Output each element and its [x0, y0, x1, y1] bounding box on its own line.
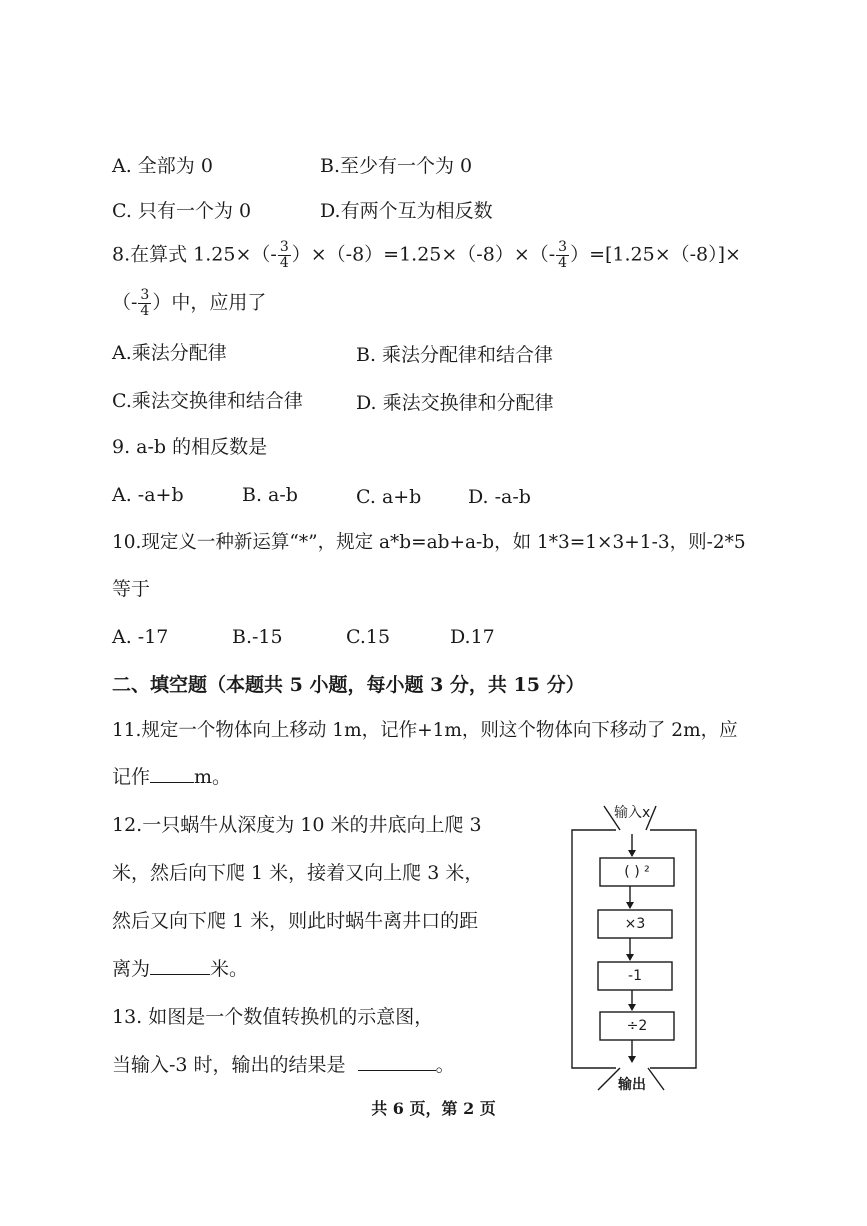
flowchart-output-label: 输出: [618, 1077, 646, 1093]
flowchart-step-square: ( ) ²: [624, 864, 650, 880]
q9-question: 9. a-b 的相反数是: [112, 436, 268, 458]
q9-option-b: B. a-b: [242, 484, 298, 506]
answer-blank: [150, 973, 210, 975]
q12-line3: 然后又向下爬 1 米，则此时蜗牛离井口的距: [112, 910, 479, 932]
number-converter-flowchart: [568, 798, 708, 1098]
q12-text-pre: 离为: [112, 958, 151, 980]
q8-line2: [112, 288, 266, 319]
fraction-numerator: 3: [558, 239, 568, 255]
q12-line1: 12.一只蜗牛从深度为 10 米的井底向上爬 3: [112, 814, 482, 836]
page-footer: 共 6 页，第 2 页: [371, 1099, 496, 1118]
q7-option-b: B.至少有一个为 0: [320, 155, 473, 177]
q8-text-part2: ）×（-8）=1.25×（-8）×（-: [291, 243, 556, 266]
q13-line2: [112, 1052, 455, 1078]
flowchart-input-label: 输入x: [614, 805, 651, 821]
q11-line2: [112, 764, 231, 790]
q8-text-part3: ）=[1.25×（-8）]×: [570, 243, 741, 266]
fraction-denominator: 4: [279, 255, 289, 271]
fraction-numerator: 3: [140, 287, 150, 303]
answer-blank: [150, 781, 194, 783]
q13-text-pre: 当输入-3 时，输出的结果是: [112, 1054, 346, 1076]
q7-option-a: A. 全部为 0: [112, 155, 213, 177]
q8-text-part4: （-: [112, 291, 138, 314]
q12-text-post: 米。: [210, 958, 249, 980]
section-heading: 二、填空题（本题共 5 小题，每小题 3 分，共 15 分）: [112, 674, 585, 696]
flowchart-graphic: [568, 798, 708, 1098]
q10-option-b: B.-15: [232, 626, 283, 648]
q12-line4: [112, 956, 248, 982]
q10-option-c: C.15: [346, 626, 391, 648]
q8-line1: [112, 240, 741, 271]
answer-blank: [358, 1069, 436, 1071]
q10-line1: 10.现定义一种新运算“*”，规定 a*b=ab+a-b，如 1*3=1×3+1-3，则-2*5: [112, 532, 746, 553]
q8-option-d: D. 乘法交换律和分配律: [356, 392, 554, 414]
q8-fraction-3: [138, 288, 151, 319]
flowchart-step-divide: ÷2: [626, 1018, 648, 1034]
q11-line1: 11.规定一个物体向上移动 1m，记作+1m，则这个物体向下移动了 2m，应: [112, 720, 738, 741]
q9-option-d: D. -a-b: [468, 486, 531, 508]
q8-option-c: C.乘法交换律和结合律: [112, 390, 303, 412]
q8-text-part5: ）中，应用了: [152, 291, 267, 314]
flowchart-step-subtract: -1: [628, 968, 642, 984]
q8-fraction-1: [278, 240, 291, 271]
fraction-denominator: 4: [558, 255, 568, 271]
q9-option-a: A. -a+b: [112, 484, 184, 506]
q8-fraction-2: [556, 240, 569, 271]
q13-text-post: 。: [435, 1054, 455, 1076]
fraction-denominator: 4: [140, 303, 150, 319]
q10-option-a: A. -17: [112, 626, 169, 648]
q11-text-post: m。: [194, 766, 232, 788]
q10-line2: 等于: [112, 578, 151, 600]
q11-text-pre: 记作: [112, 766, 151, 788]
q8-text-part1: 8.在算式 1.25×（-: [112, 243, 277, 266]
flowchart-step-multiply: ×3: [624, 916, 646, 932]
q8-option-a: A.乘法分配律: [112, 342, 227, 364]
q13-line1: 13. 如图是一个数值转换机的示意图，: [112, 1006, 434, 1028]
q7-option-d: D.有两个互为相反数: [320, 200, 493, 222]
q10-option-d: D.17: [450, 626, 495, 648]
fraction-numerator: 3: [279, 239, 289, 255]
q9-option-c: C. a+b: [356, 486, 422, 508]
q12-line2: 米，然后向下爬 1 米，接着又向上爬 3 米，: [112, 862, 484, 884]
q8-option-b: B. 乘法分配律和结合律: [356, 344, 554, 366]
q7-option-c: C. 只有一个为 0: [112, 200, 252, 222]
